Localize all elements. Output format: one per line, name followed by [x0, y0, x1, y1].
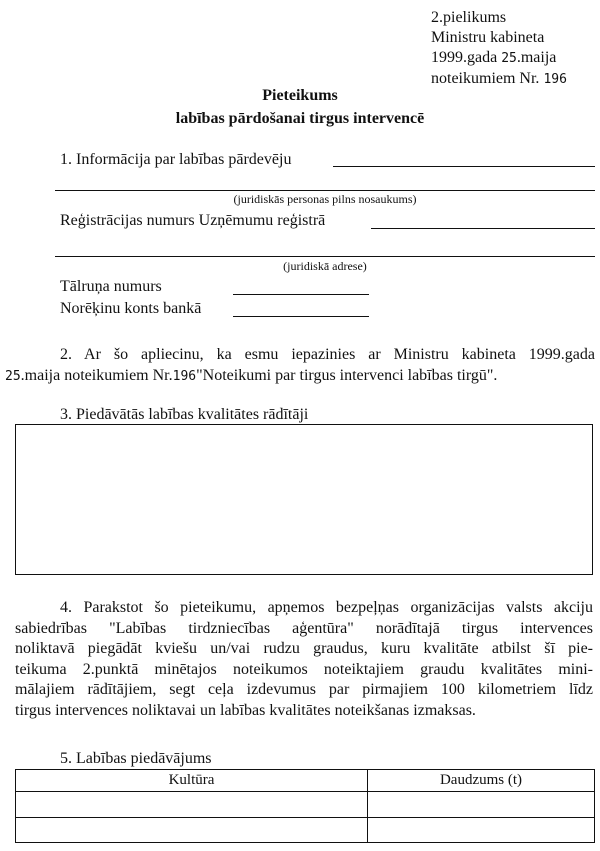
column-header-culture: Kultūra: [16, 770, 368, 792]
address-caption: (juridiskā adrese): [283, 259, 367, 273]
annex-date: 1999.gada 25.maija: [431, 49, 557, 66]
table-cell[interactable]: [16, 817, 368, 842]
table-cell[interactable]: [368, 817, 595, 842]
registration-label: Reģistrācijas numurs Uzņēmumu reģistrā: [60, 212, 326, 229]
commitment-line-5: mālajiem rādītājiem, segt ceļa izdevumus par pirmajiem 100 kilometriem līdz: [15, 681, 593, 699]
phone-field[interactable]: [233, 294, 369, 295]
commitment-line-4: teikuma 2.punktā minētajos noteikumos noteiktajiem graudu kvalitātes mini-: [15, 660, 593, 678]
table-cell[interactable]: [368, 792, 595, 817]
seller-info-label: 1. Informācija par labības pārdevēju: [60, 151, 292, 168]
annex-label: 2.pielikums: [431, 9, 507, 26]
commitment-line-1: 4. Parakstot šo pieteikumu, apņemos bezpeļņas organizācijas valsts akciju: [60, 599, 593, 616]
quality-label: 3. Piedāvātās labības kvalitātes rādītāji: [60, 406, 309, 423]
annex-header: [431, 8, 596, 90]
offer-label: 5. Labības piedāvājums: [60, 750, 212, 767]
commitment-paragraph: [15, 598, 593, 722]
column-header-quantity: Daudzums (t): [368, 770, 595, 792]
legal-name-field[interactable]: [55, 190, 595, 191]
title-line-2: labības pārdošanai tirgus intervencē: [175, 110, 425, 127]
declaration-day: 25: [5, 369, 21, 384]
address-field[interactable]: [55, 256, 595, 257]
seller-info-field[interactable]: [333, 166, 595, 167]
commitment-line-2: sabiedrības "Labības tirdzniecības aģentūra" norādītajā tirgus intervences: [15, 619, 593, 637]
table-cell[interactable]: [16, 792, 368, 817]
commitment-line-3: noliktavā piegādāt kviešu un/vai rudzu graudus, kuru kvalitāte atbilst šī pie-: [15, 640, 593, 658]
declaration-line-2: 25.maija noteikumiem Nr.196"Noteikumi par tirgus intervenci labības tirgū".: [5, 367, 498, 384]
annex-number: 196: [543, 72, 567, 87]
declaration-number: 196: [172, 369, 197, 384]
page-title: [0, 84, 600, 130]
commitment-line-6: tirgus intervences noliktavai un labības kvalitātes noteikšanas izmaksas.: [15, 701, 476, 719]
annex-regulation: noteikumiem Nr. 196: [431, 70, 567, 87]
account-label: Norēķinu konts bankā: [60, 300, 202, 317]
registration-field[interactable]: [371, 228, 595, 229]
phone-label: Tālruņa numurs: [60, 278, 162, 295]
account-field[interactable]: [233, 316, 369, 317]
annex-issuer: Ministru kabineta: [431, 29, 545, 46]
annex-day: 25: [501, 51, 517, 66]
quality-box[interactable]: [15, 424, 593, 575]
declaration-line-1: 2. Ar šo apliecinu, ka esmu iepazinies ar Ministru kabineta 1999.gada: [60, 346, 595, 363]
offer-table: [15, 769, 595, 843]
title-line-1: Pieteikums: [262, 87, 338, 104]
legal-name-caption: (juridiskās personas pilns nosaukums): [233, 192, 417, 206]
